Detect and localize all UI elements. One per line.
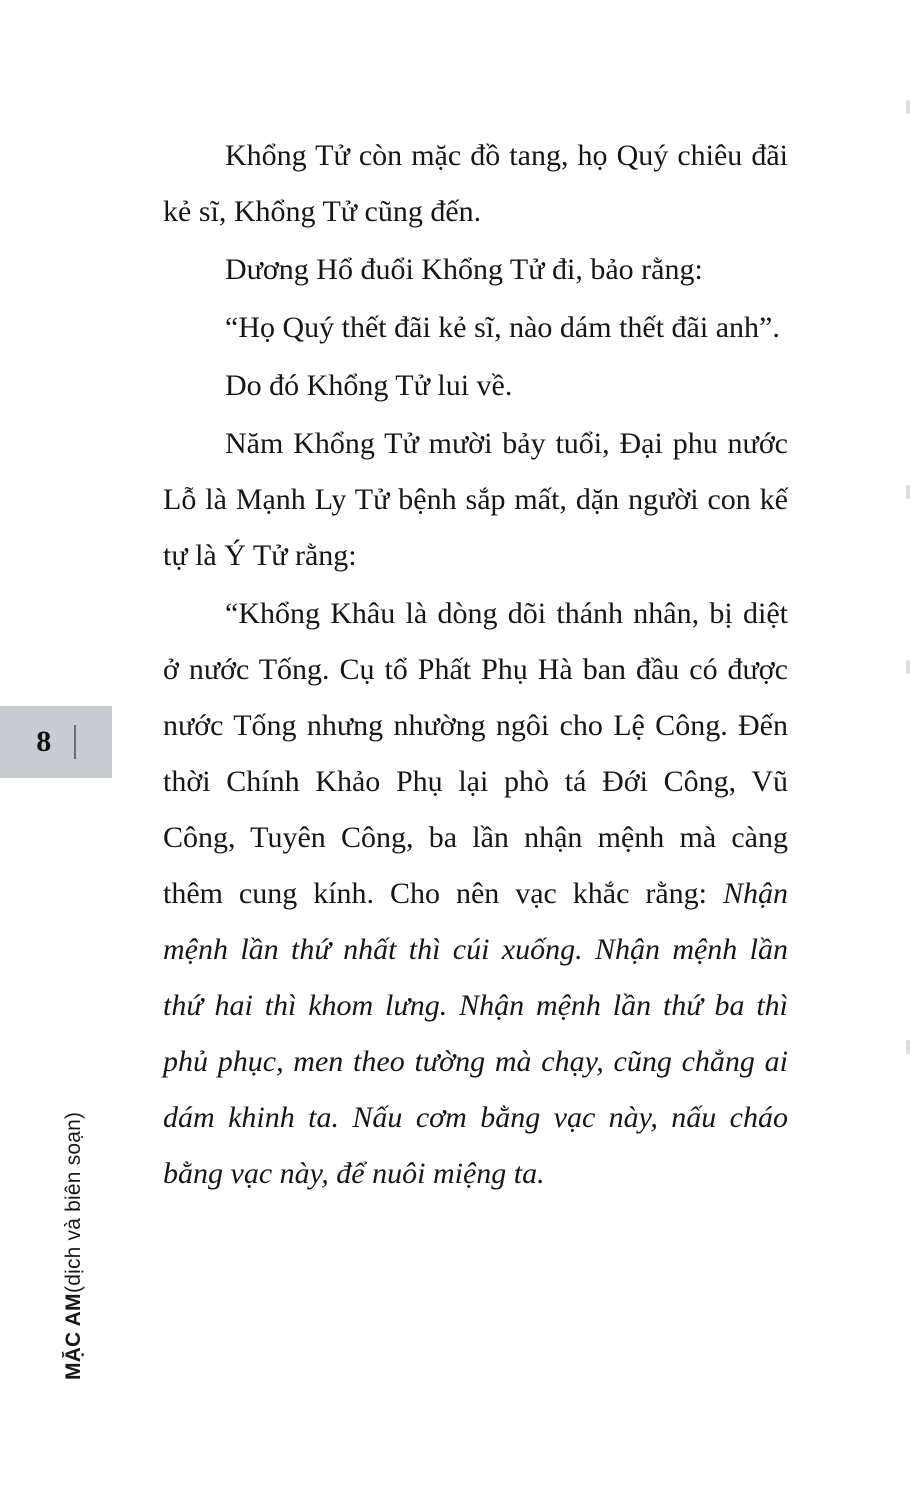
body-text-column: [163, 128, 788, 1204]
paragraph: Dương Hổ đuổi Khổng Tử đi, bảo rằng:: [225, 253, 703, 286]
page-number: 8: [36, 725, 52, 758]
scan-edge-mark: [906, 100, 910, 114]
page-number-divider: [74, 725, 76, 759]
running-author-credit: [62, 960, 102, 1380]
quote-italic-text: Nhận mệnh lần thứ nhất thì cúi xuống. Nhận mệnh lần thứ hai thì khom lưng. Nhận mệnh lần thứ ba thì phủ phục, men theo tường mà chạy, cũng chẳng ai dám khinh ta. Nấu cơm bằng vạc này, nấu cháo bằng vạc này, để nuôi miệng ta.: [163, 877, 788, 1190]
quote-roman-text: “Khổng Khâu là dòng dõi thánh nhân, bị diệt ở nước Tống. Cụ tổ Phất Phụ Hà ban đầu có được nước Tống nhưng nhường ngôi cho Lệ Công. Đến thời Chính Khảo Phụ lại phò tá Đới Công, Vũ Công, Tuyên Công, ba lần nhận mệnh mà càng thêm cung kính. Cho nên vạc khắc rằng:: [163, 597, 788, 910]
scan-edge-mark: [906, 1040, 910, 1054]
paragraph: Khổng Tử còn mặc đồ tang, họ Quý chiêu đãi kẻ sĩ, Khổng Tử cũng đến.: [163, 139, 788, 228]
scan-edge-mark: [906, 485, 910, 499]
author-role: (dịch và biên soạn): [62, 1112, 85, 1294]
author-name: MẶC AM: [62, 1293, 85, 1380]
paragraph: “Họ Quý thết đãi kẻ sĩ, nào dám thết đãi anh”.: [225, 311, 780, 344]
page-number-tab: [0, 706, 112, 778]
paragraph: Năm Khổng Tử mười bảy tuổi, Đại phu nước Lỗ là Mạnh Ly Tử bệnh sắp mất, dặn người con kế tự là Ý Tử rằng:: [163, 427, 788, 572]
quote-paragraph: [163, 586, 788, 1202]
paragraph: Do đó Khổng Tử lui về.: [225, 369, 513, 402]
scan-edge-mark: [906, 660, 910, 674]
